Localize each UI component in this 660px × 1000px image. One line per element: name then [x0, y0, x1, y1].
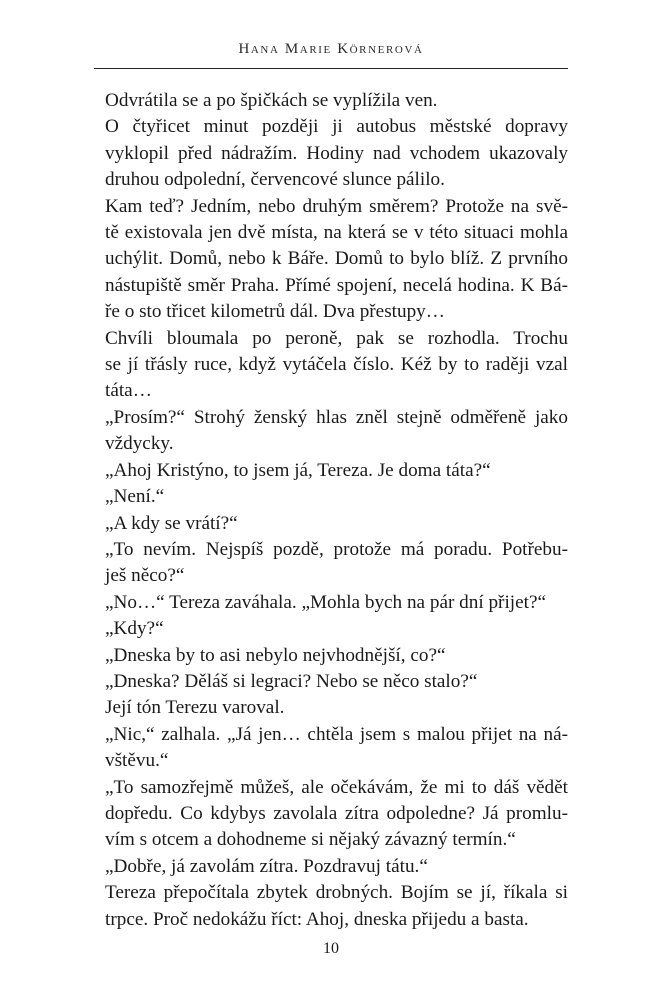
text-line: vždycky.	[105, 433, 174, 455]
text-line: ře o sto třicet kilometrů dál. Dva přestupy…	[105, 301, 445, 323]
paragraph	[94, 880, 568, 933]
paragraph	[94, 616, 568, 642]
text-line: „A kdy se vrátí?“	[105, 512, 238, 534]
paragraph	[94, 405, 568, 458]
text-line: „Prosím?“ Strohý ženský hlas zněl stejně odměřeně jako	[105, 406, 568, 428]
text-line: ješ něco?“	[105, 565, 185, 587]
text-line: „Dneska? Děláš si legraci? Nebo se něco stalo?“	[105, 670, 478, 692]
paragraph	[94, 590, 568, 616]
text-line: táta…	[105, 380, 152, 402]
text-line: se jí třásly ruce, když vytáčela číslo. Kéž by to raději vzal	[105, 354, 568, 376]
text-line: dopředu. Co kdybys zavolala zítra odpoledne? Já promlu-	[105, 802, 568, 824]
text-line: „Není.“	[105, 486, 165, 508]
text-line: vštěvu.“	[105, 750, 169, 772]
text-line: uchýlit. Domů, nebo k Báře. Domů to bylo blíž. Z prvního	[105, 248, 568, 270]
text-line: „No…“ Tereza zaváhala. „Mohla bych na pár dní přijet?“	[105, 591, 546, 613]
text-line: trpce. Proč nedokážu říct: Ahoj, dneska přijedu a basta.	[105, 908, 529, 930]
paragraph	[94, 775, 568, 854]
text-line: vím s otcem a dohodneme si nějaký závazný termín.“	[105, 829, 516, 851]
text-line: O čtyřicet minut později ji autobus městské dopravy	[105, 116, 568, 138]
text-line: Odvrátila se a po špičkách se vyplížila ven.	[105, 90, 438, 111]
text-line: „Dneska by to asi nebylo nejvhodnější, co?“	[105, 644, 446, 666]
text-line: nástupiště směr Praha. Přímé spojení, necelá hodina. K Bá-	[105, 274, 568, 296]
paragraph	[94, 722, 568, 775]
text-line: Její tón Terezu varoval.	[105, 697, 285, 719]
paragraph	[94, 537, 568, 590]
paragraph	[94, 669, 568, 695]
paragraph	[94, 643, 568, 669]
text-line: „Nic,“ zalhala. „Já jen… chtěla jsem s malou přijet na ná-	[105, 723, 568, 745]
text-line: vyklopil před nádražím. Hodiny nad vchodem ukazovaly	[105, 142, 568, 164]
paragraph	[94, 326, 568, 405]
paragraph	[94, 511, 568, 537]
paragraph	[94, 88, 568, 114]
text-line: druhou odpolední, červencové slunce pálilo.	[105, 169, 445, 191]
paragraph	[94, 458, 568, 484]
text-line: „To samozřejmě můžeš, ale očekávám, že mi to dáš vědět	[105, 776, 568, 798]
paragraph	[94, 695, 568, 721]
text-line: „To nevím. Nejspíš pozdě, protože má poradu. Potřebu-	[105, 538, 568, 560]
body-text	[94, 88, 568, 933]
running-head-author: Hana Marie Körnerová	[238, 41, 424, 57]
page-number: 10	[323, 940, 339, 957]
text-line: Tereza přepočítala zbytek drobných. Bojím se jí, říkala si	[105, 882, 568, 904]
paragraph	[94, 484, 568, 510]
text-line: Kam teď? Jedním, nebo druhým směrem? Protože na svě-	[105, 195, 568, 217]
paragraph	[94, 194, 568, 326]
paragraph	[94, 854, 568, 880]
text-line: tě existovala jen dvě místa, na která se v této situaci mohla	[105, 222, 568, 244]
text-line: Chvíli bloumala po peroně, pak se rozhodla. Trochu	[105, 327, 568, 349]
header-rule	[94, 68, 568, 69]
text-line: „Ahoj Kristýno, to jsem já, Tereza. Je doma táta?“	[105, 459, 491, 481]
text-line: „Dobře, já zavolám zítra. Pozdravuj tátu.“	[105, 855, 428, 877]
text-line: „Kdy?“	[105, 618, 164, 640]
paragraph	[94, 114, 568, 193]
